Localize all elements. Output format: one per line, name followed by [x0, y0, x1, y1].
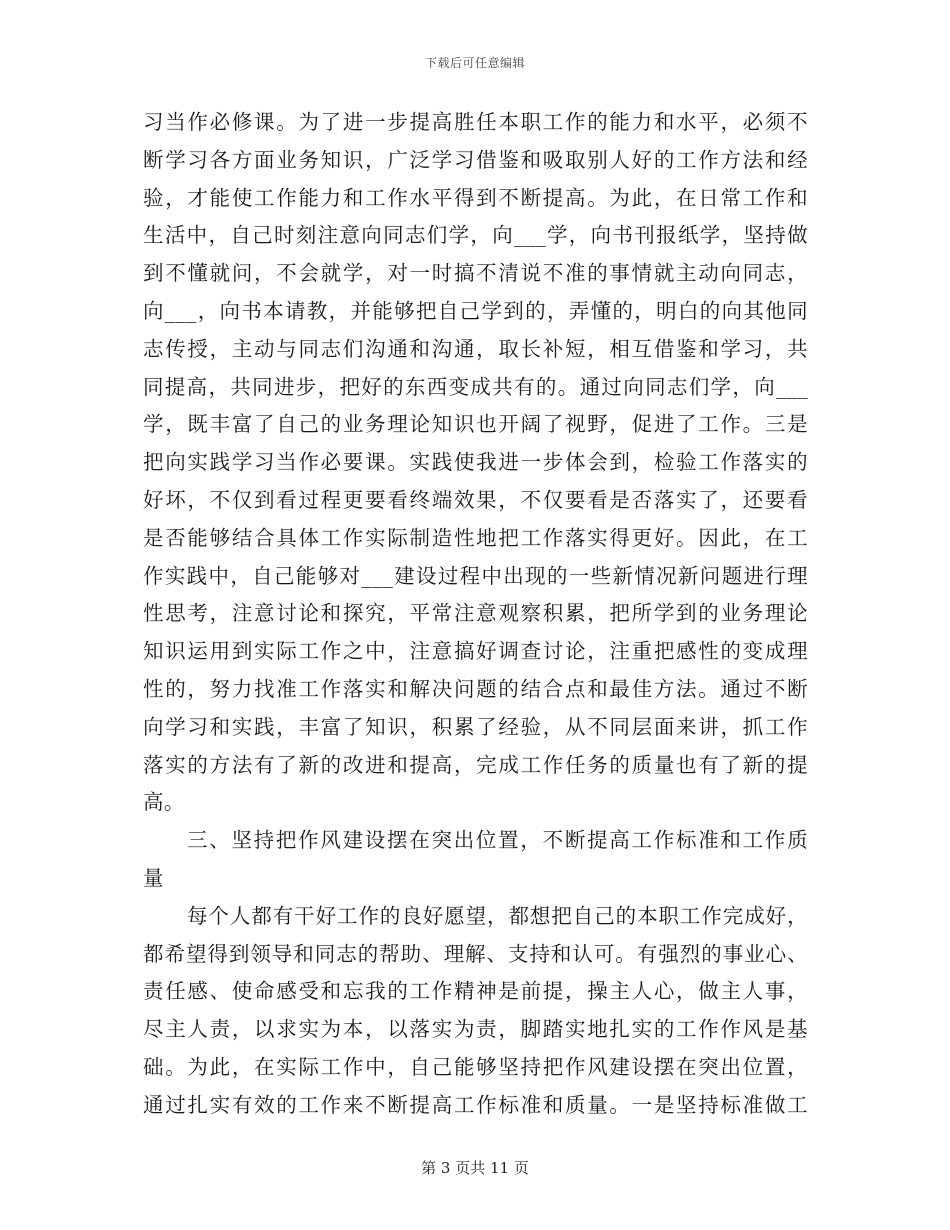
- text-line: 落实的方法有了新的改进和提高，完成工作任务的质量也有了新的提: [143, 752, 808, 777]
- text-line: 量: [143, 865, 164, 890]
- text-line: 都希望得到领导和同志的帮助、理解、支持和认可。有强烈的事业心、: [143, 941, 808, 966]
- text-line: 知识运用到实际工作之中，注意搞好调查讨论，注重把感性的变成理: [143, 639, 808, 664]
- page-number: 第 3 页共 11 页: [421, 1159, 529, 1177]
- text-line: 向学习和实践，丰富了知识，积累了经验，从不同层面来讲，抓工作: [143, 714, 808, 739]
- text-line: 责任感、使命感受和忘我的工作精神是前提，操主人心，做主人事，: [143, 979, 808, 1004]
- text-line: 通过扎实有效的工作来不断提高工作标准和质量。一是坚持标准做工: [143, 1092, 808, 1117]
- text-line: 每个人都有干好工作的良好愿望，都想把自己的本职工作完成好，: [187, 903, 808, 928]
- text-line: 向___，向书本请教，并能够把自己学到的，弄懂的，明白的向其他同: [143, 298, 808, 323]
- text-line: 础。为此，在实际工作中，自己能够坚持把作风建设摆在突出位置，: [143, 1054, 808, 1079]
- text-line: 验，才能使工作能力和工作水平得到不断提高。为此，在日常工作和: [143, 185, 808, 210]
- text-line: 高。: [143, 790, 185, 815]
- text-line: 同提高，共同进步，把好的东西变成共有的。通过向同志们学，向___: [143, 374, 808, 399]
- text-line: 志传授，主动与同志们沟通和沟通，取长补短，相互借鉴和学习，共: [143, 336, 808, 361]
- text-line: 生活中，自己时刻注意向同志们学，向___学，向书刊报纸学，坚持做: [143, 223, 808, 248]
- document-body: [143, 104, 808, 1125]
- text-line: 尽主人责，以求实为本，以落实为责，脚踏实地扎实的工作作风是基: [143, 1017, 808, 1042]
- text-line: 三、坚持把作风建设摆在突出位置，不断提高工作标准和工作质: [187, 828, 808, 853]
- text-line: 断学习各方面业务知识，广泛学习借鉴和吸取别人好的工作方法和经: [143, 147, 808, 172]
- text-line: 性思考，注意讨论和探究，平常注意观察积累，把所学到的业务理论: [143, 601, 808, 626]
- page-header: 下载后可任意编辑: [424, 56, 525, 70]
- text-line: 是否能够结合具体工作实际制造性地把工作落实得更好。因此，在工: [143, 525, 808, 550]
- text-line: 到不懂就问，不会就学，对一时搞不清说不准的事情就主动向同志，: [143, 261, 808, 286]
- text-line: 学，既丰富了自己的业务理论知识也开阔了视野，促进了工作。三是: [143, 412, 808, 437]
- text-line: 好坏，不仅到看过程更要看终端效果，不仅要看是否落实了，还要看: [143, 487, 808, 512]
- text-line: 把向实践学习当作必要课。实践使我进一步体会到，检验工作落实的: [143, 450, 808, 475]
- text-line: 作实践中，自己能够对___建设过程中出现的一些新情况新问题进行理: [143, 563, 808, 588]
- text-line: 习当作必修课。为了进一步提高胜任本职工作的能力和水平，必须不: [143, 110, 808, 134]
- text-line: 性的，努力找准工作落实和解决问题的结合点和最佳方法。通过不断: [143, 676, 808, 701]
